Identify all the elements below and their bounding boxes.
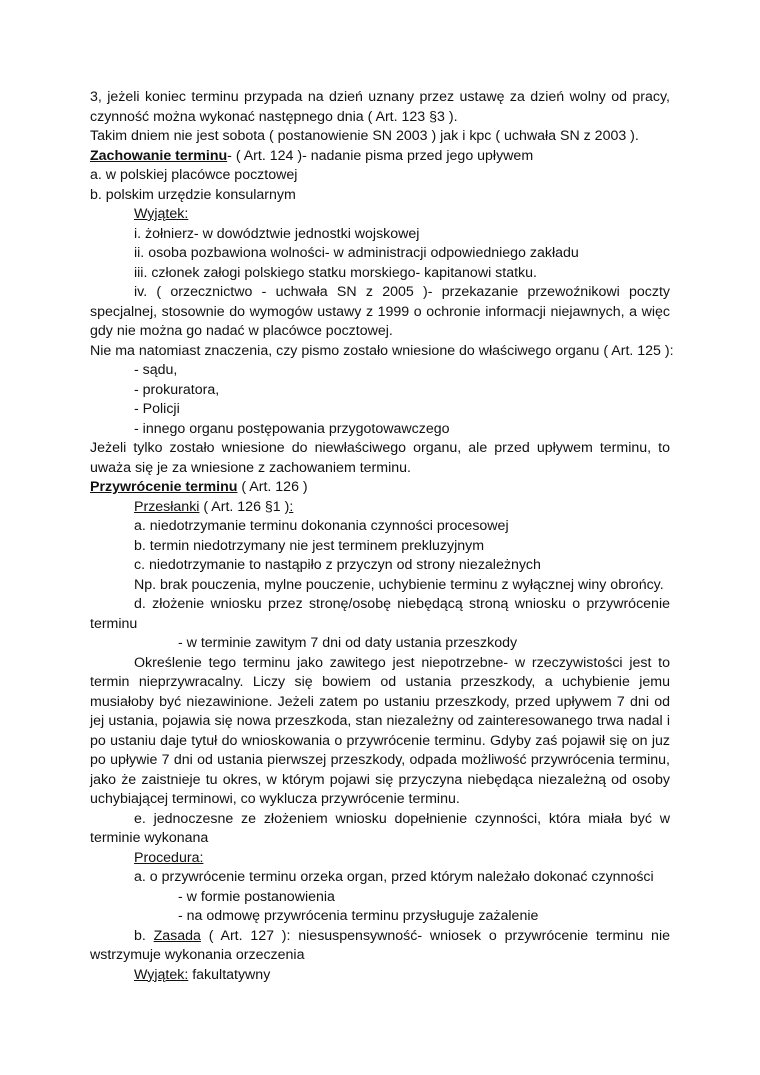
paragraph-art-123: 3, jeżeli koniec terminu przypada na dzień uznany przez ustawę za dzień wolny od pracy, czynność można wykonać następnego dnia ( Art. 123 §3 ).: [90, 89, 670, 125]
przeslanka-b: b. termin niedotrzymany nie jest terminem prekluzyjnym: [134, 537, 485, 554]
zasada-label: Zasada: [153, 927, 201, 944]
paragraph-niewlasciwy-organ: Jeżeli tylko zostało wniesione do niewłaściwego organu, ale przed upływem terminu, to uważa się je za wniesione z zachowaniem terminu.: [90, 440, 670, 476]
section-heading-zachowanie-terminu: Zachowanie terminu: [90, 147, 228, 164]
paragraph-art-125: Nie ma natomiast znaczenia, czy pismo zostało wniesione do właściwego organu ( Art. 125 ):: [90, 342, 674, 359]
paragraph-termin-zawity: Określenie tego terminu jako zawitego jest niepotrzebne- w rzeczywistości jest to termin nieprzywracalny. Liczy się bowiem od ustania przeszkody, a uchybienie jemu musiałoby być niezawinione. Jeżeli zatem po ustaniu przeszkody, przed upływem 7 dni od jej ustania, pojawia się nowa przeszkoda, stan niezależny od zainteresowanego trwa nadal i po ustaniu daje tytuł do wnioskowania o przywrócenie terminu. Gdyby zaś pojawił się on juz po upływie 7 dni od ustania pierwszej przeszkody, odpada możliwość przywrócenia terminu, jako że zaistnieje tu okres, w którym pojawi się przyczyna niebędąca niezależną od osoby uchybiającej terminowi, co wyklucza przywrócenie terminu.: [90, 654, 670, 807]
przeslanka-a: a. niedotrzymanie terminu dokonania czynności procesowej: [134, 518, 509, 534]
exception-item-ii: ii. osoba pozbawiona wolności- w administracji odpowiedniego zakładu: [134, 245, 579, 261]
list-item-a: a. w polskiej placówce pocztowej: [90, 167, 298, 183]
organ-item-policja: - Policji: [134, 401, 180, 417]
paragraph-saturday-note: Takim dniem nie jest sobota ( postanowienie SN 2003 ) jak i kpc ( uchwała SN z 2003 ).: [90, 128, 639, 144]
section-przywrocenie-terminu: [90, 478, 670, 498]
list-item-b: b. polskim urzędzie konsularnym: [90, 186, 296, 203]
procedura-item-b-text: ( Art. 127 ): niesuspensywność- wniosek o przywrócenie terminu nie wstrzymuje wykonania orzeczenia: [90, 927, 670, 963]
procedura-label: Procedura:: [134, 849, 204, 866]
przeslanka-c-example: Np. brak pouczenia, mylne pouczenie, uchybienie terminu z wyłącznej winy obrońcy.: [134, 576, 664, 593]
procedura-heading: [90, 849, 670, 869]
organ-item-prokurator: - prokuratora,: [134, 381, 220, 398]
przeslanka-c: c. niedotrzymanie to nastąpiło z przyczyn od strony niezależnych: [134, 557, 541, 573]
przeslanki-heading: [90, 498, 670, 518]
procedura-item-a: a. o przywrócenie terminu orzeka organ, przed którym należało dokonać czynności: [134, 869, 654, 885]
exception-item-i: i. żołnierz- w dowództwie jednostki wojskowej: [134, 225, 420, 242]
exception-label: [90, 205, 670, 225]
przeslanka-d-termin: - w terminie zawitym 7 dni od daty ustania przeszkody: [178, 635, 518, 651]
exception-fakultatywny: [90, 966, 670, 986]
przeslanki-label: Przesłanki: [134, 498, 200, 515]
przeslanki-ref: ( Art. 126 §1: [199, 498, 285, 515]
exception-item-iv: iv. ( orzecznictwo - uchwała SN z 2005 )- przekazanie przewoźnikowi poczty specjalnej, stosownie do wymogów ustawy z 1999 o ochronie informacji niejawnych, a więc gdy nie można go nadać w placówce pocztowej.: [90, 284, 670, 339]
wyjatek-value: fakultatywny: [188, 966, 271, 983]
exception-heading: Wyjątek:: [134, 206, 189, 222]
section-heading-przywrocenie-terminu: Przywrócenie terminu: [90, 479, 238, 495]
wyjatek-label: Wyjątek:: [134, 966, 189, 983]
procedura-item-a-form: - w formie postanowienia: [178, 888, 335, 905]
przeslanki-close: ):: [284, 498, 294, 515]
przeslanka-e: e. jednoczesne ze złożeniem wniosku dopełnienie czynności, która miała być w terminie wykonana: [90, 810, 670, 846]
przeslanka-d: d. złożenie wniosku przez stronę/osobę niebędącą stroną wniosku o przywrócenie terminu: [90, 596, 670, 632]
exception-item-iii: iii. członek załogi polskiego statku morskiego- kapitanowi statku.: [134, 264, 537, 281]
organ-item-sad: - sądu,: [134, 362, 178, 378]
organ-item-inny: - innego organu postępowania przygotowawczego: [134, 420, 450, 437]
procedura-item-b: [90, 927, 670, 966]
section-heading-rest: ( Art. 126 ): [237, 479, 308, 495]
procedura-item-a-zazalenie: - na odmowę przywrócenia terminu przysługuje zażalenie: [178, 908, 539, 924]
section-heading-rest: - ( Art. 124 )- nadanie pisma przed jego upływem: [227, 147, 534, 164]
procedura-item-b-prefix: b.: [134, 927, 154, 944]
section-zachowanie-terminu: [90, 147, 670, 167]
